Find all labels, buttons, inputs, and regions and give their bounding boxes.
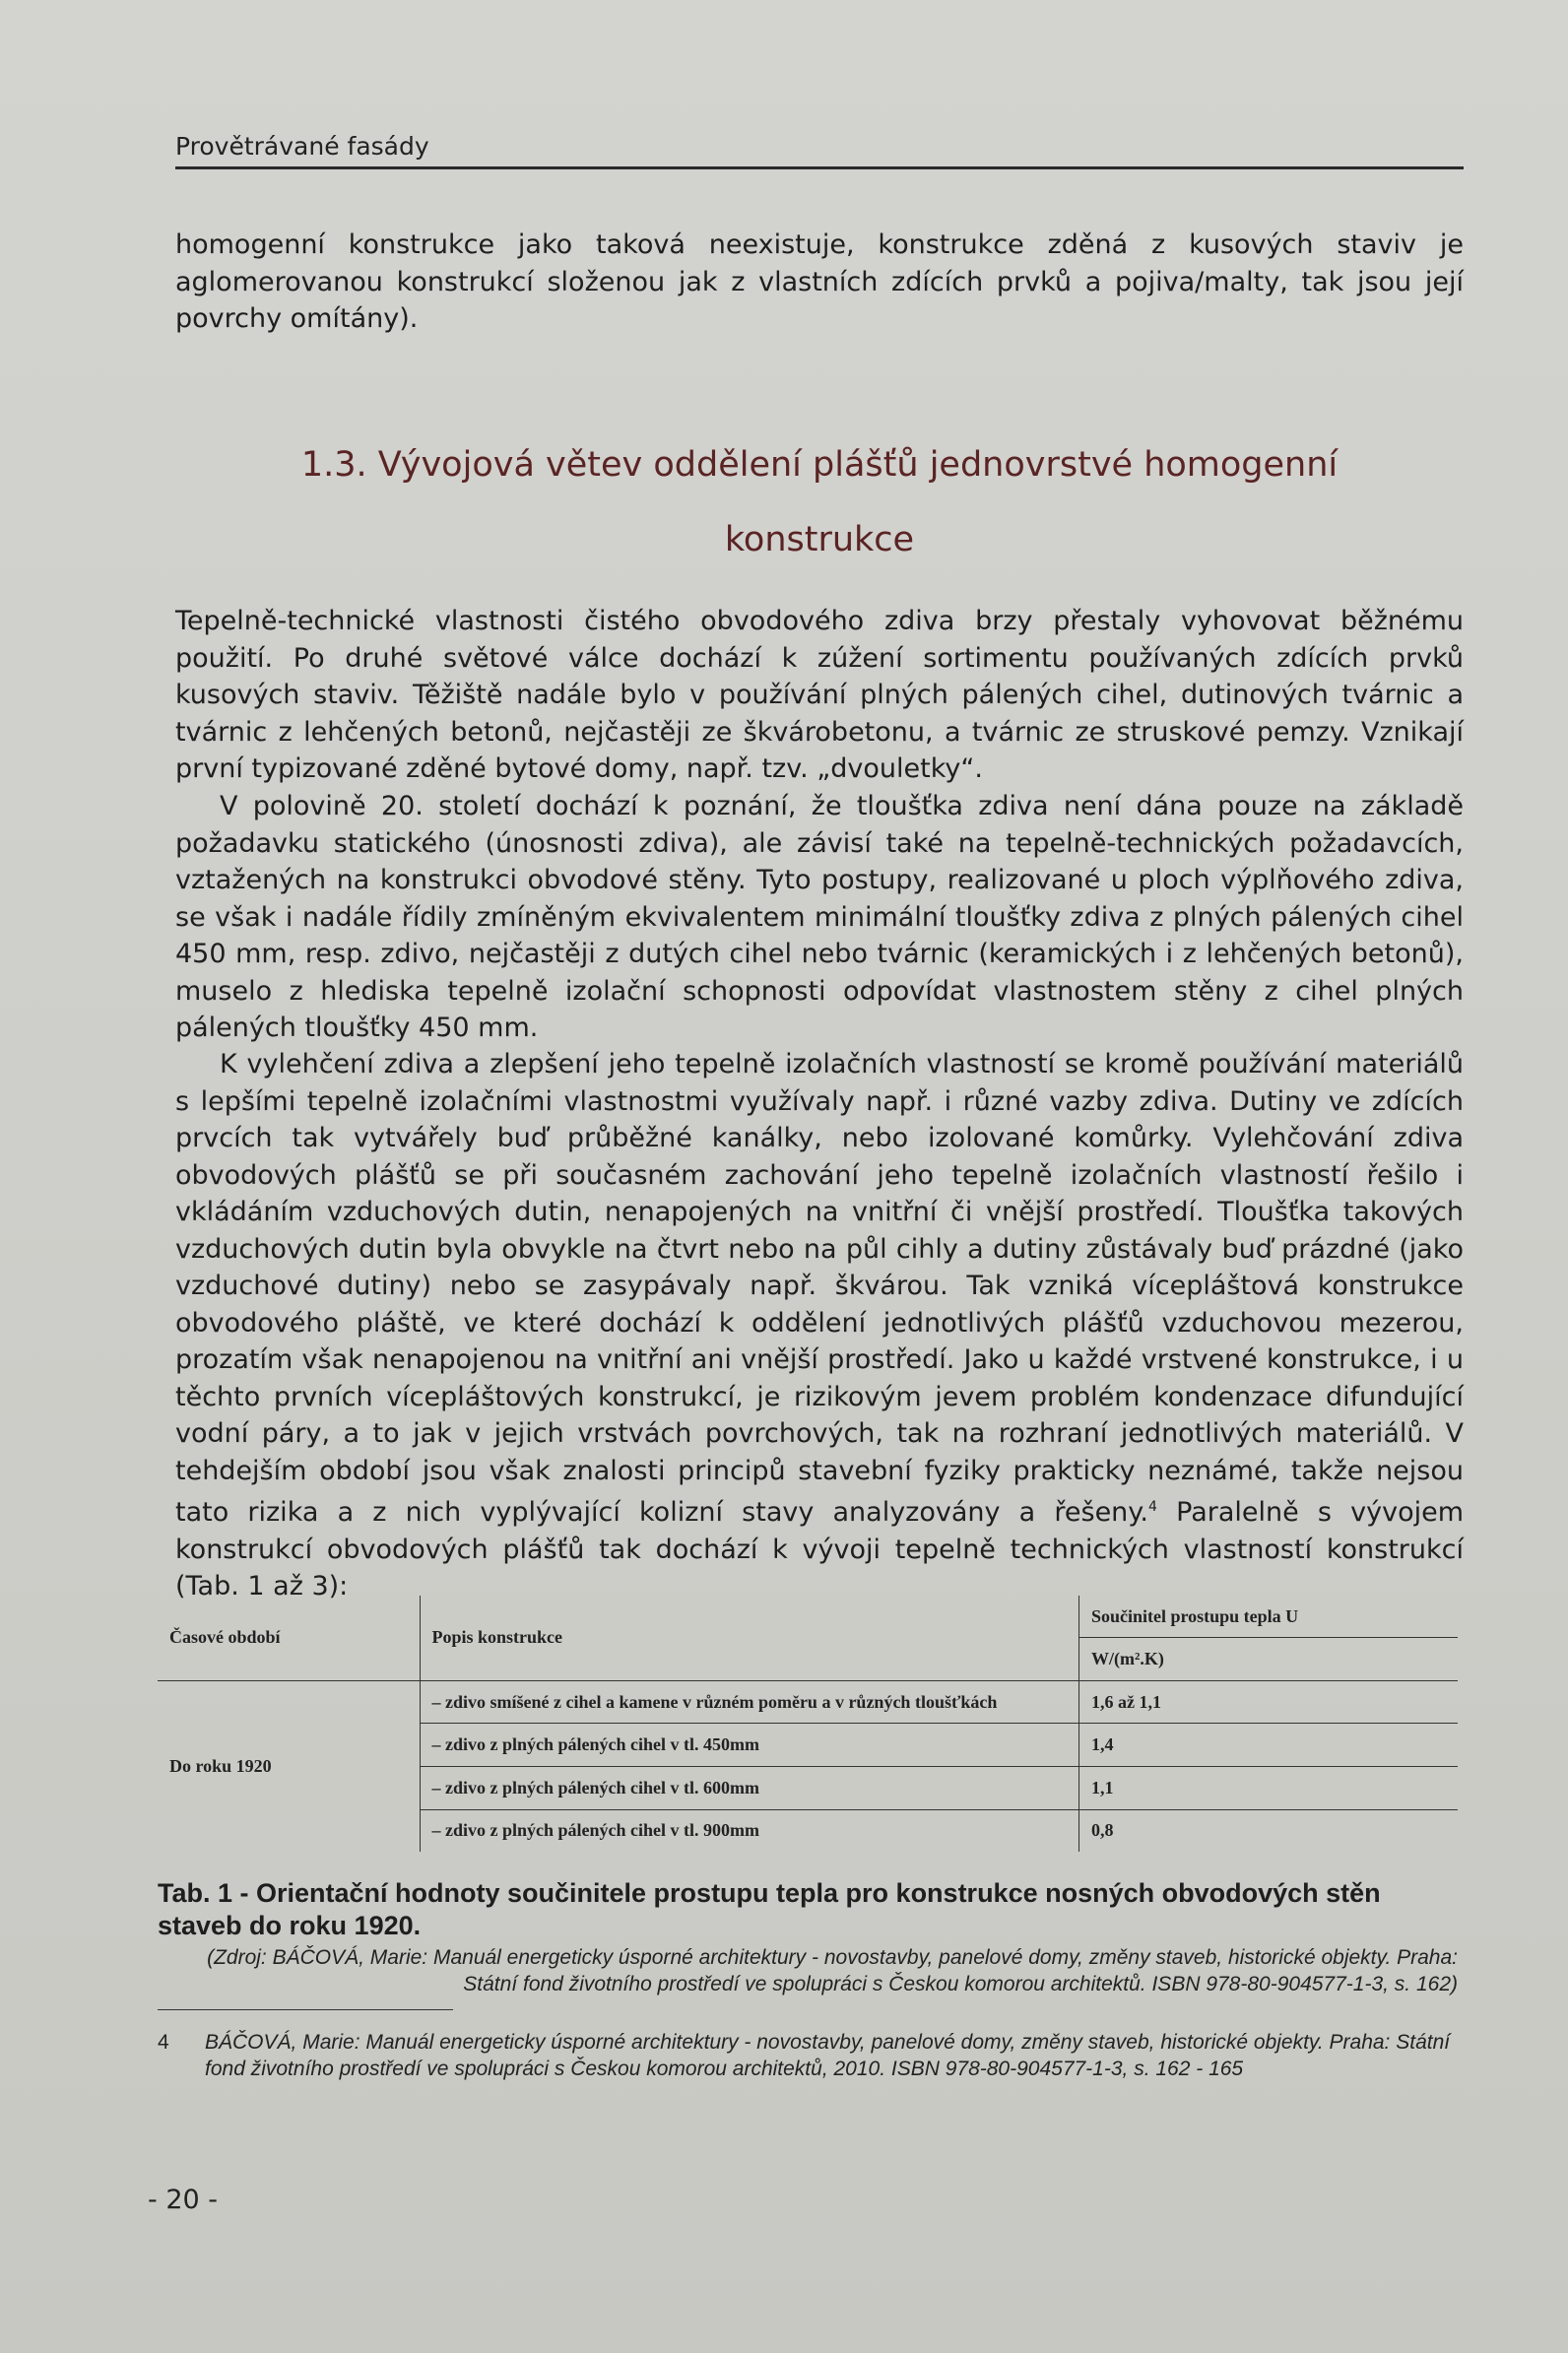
paragraph-3 bbox=[175, 1046, 1464, 1605]
table-header-unit: W/(m².K) bbox=[1078, 1638, 1458, 1681]
table-header-period: Časové období bbox=[169, 1627, 281, 1648]
section-heading-line1: 1.3. Vývojová větev oddělení plášťů jednovrstvé homogenní bbox=[300, 445, 1339, 485]
paragraph-1: Tepelně-technické vlastnosti čistého obvodového zdiva brzy přestaly vyhovovat běžnému použití. Po druhé světové válce dochází k zúžení sortimentu používaných zdících prvků kusových staviv. Těžiště nadále bylo v používání plných pálených cihel, dutinových tvárnic a tvárnic z lehčených betonů, nejčastěji ze škvárobetonu, a tvárnic ze struskové pemzy. Vznikají první typizované zděné bytové domy, např. tzv. „dvouletky“. bbox=[175, 606, 1464, 784]
footnote-text: BÁČOVÁ, Marie: Manuál energeticky úsporné architektury - novostavby, panelové domy, změny staveb, historické objekty. Praha: Státní fond životního prostředí ve spolupráci s Českou komorou architektů, 2010. ISBN 978-80-904577-1-3, s. 162 - 165 bbox=[205, 2031, 1451, 2080]
table-cell-value: 1,1 bbox=[1078, 1767, 1458, 1810]
footnote-reference: 4 bbox=[1148, 1499, 1157, 1515]
section-heading-line2: konstrukce bbox=[724, 520, 915, 559]
running-header: Provětrávané fasády bbox=[175, 132, 1464, 169]
table-cell-value: 1,6 až 1,1 bbox=[1078, 1680, 1458, 1724]
table-cell-description: – zdivo smíšené z cihel a kamene v různém poměru a v různých tloušťkách bbox=[420, 1680, 1078, 1724]
footnote-number: 4 bbox=[158, 2031, 169, 2054]
intro-paragraph: homogenní konstrukce jako taková neexistuje, konstrukce zděná z kusových staviv je aglomerovanou konstrukcí složenou jak z vlastních zdících prvků a pojiva/malty, tak jsou její povrchy omítány). bbox=[175, 229, 1464, 334]
table-cell-value: 1,4 bbox=[1078, 1724, 1458, 1767]
footnote-divider bbox=[158, 2009, 453, 2010]
paragraph-2: V polovině 20. století dochází k poznání, že tloušťka zdiva není dána pouze na základě požadavku statického (únosnosti zdiva), ale závisí také na tepelně-technických požadavcích, vztažených na konstrukci obvodové stěny. Tyto postupy, realizované u ploch výplňového zdiva, se však i nadále řídily zmíněným ekvivalentem minimální tloušťky zdiva z plných pálených cihel 450 mm, resp. zdivo, nejčastěji z dutých cihel nebo tvárnic (keramických i z lehčených betonů), muselo z hlediska tepelně izolační schopnosti odpovídat vlastnostem stěny z cihel plných pálených tloušťky 450 mm. bbox=[175, 791, 1464, 1043]
table-cell-description: – zdivo z plných pálených cihel v tl. 600mm bbox=[420, 1767, 1078, 1810]
table-source: (Zdroj: BÁČOVÁ, Marie: Manuál energeticky úsporné architektury - novostavby, panelové domy, změny staveb, historické objekty. Praha: Státní fond životního prostředí ve spolupráci s Českou komorou architektů. ISBN 978-80-904577-1-3, s. 162) bbox=[207, 1946, 1458, 1995]
table-1 bbox=[158, 1596, 1458, 1852]
table-header-coef: Součinitel prostupu tepla U bbox=[1078, 1596, 1458, 1638]
paragraph-3-text: K vylehčení zdiva a zlepšení jeho tepelně izolačních vlastností se kromě používání materiálů s lepšími tepelně izolačními vlastnostmi využívaly např. i různé vazby zdiva. Dutiny ve zdících prvcích tak vytvářely buď průběžné kanálky, nebo izolované komůrky. Vylehčování zdiva obvodových plášťů se při současném zachování jeho tepelně izolačních vlastností řešilo i vkládáním vzduchových dutin, nenapojených na vnitřní či vnější prostředí. Tloušťka takových vzduchových dutin byla obvykle na čtvrt nebo na půl cihly a dutiny zůstávaly buď prázdné (jako vzduchové dutiny) nebo se zasypávaly např. škvárou. Tak vzniká vícepláštová konstrukce obvodového pláště, ve které dochází k oddělení jednotlivých plášťů vzduchovou mezerou, prozatím však nenapojenou na vnitřní ani vnější prostředí. Jako u každé vrstvené konstrukce, i u těchto prvních vícepláštových konstrukcí, je rizikovým jevem problém kondenzace difundující vodní páry, a to jak v jejich vrstvách povrchových, tak na rozhraní jednotlivých materiálů. V tehdejším období jsou však znalosti principů stavební fyziky prakticky neznámé, takže nejsou tato rizika a z nich vyplývající kolizní stavy analyzovány a řešeny. bbox=[175, 1049, 1464, 1528]
footnote bbox=[158, 2029, 1458, 2082]
table-cell-value: 0,8 bbox=[1078, 1809, 1458, 1852]
table-caption: Tab. 1 - Orientační hodnoty součinitele prostupu tepla pro konstrukce nosných obvodových stěn staveb do roku 1920. bbox=[158, 1878, 1381, 1940]
paragraph-3-tail: Paralelně s vývojem konstrukcí obvodových plášťů tak dochází k vývoji tepelně technických vlastností konstrukcí (Tab. 1 až 3): bbox=[175, 1497, 1465, 1601]
table-cell-description: – zdivo z plných pálených cihel v tl. 900mm bbox=[420, 1809, 1078, 1852]
page-number: - 20 - bbox=[148, 2185, 219, 2215]
table-cell-description: – zdivo z plných pálených cihel v tl. 450mm bbox=[420, 1724, 1078, 1767]
table-header-description: Popis konstrukce bbox=[420, 1596, 1078, 1680]
table-cell-period: Do roku 1920 bbox=[158, 1680, 420, 1852]
